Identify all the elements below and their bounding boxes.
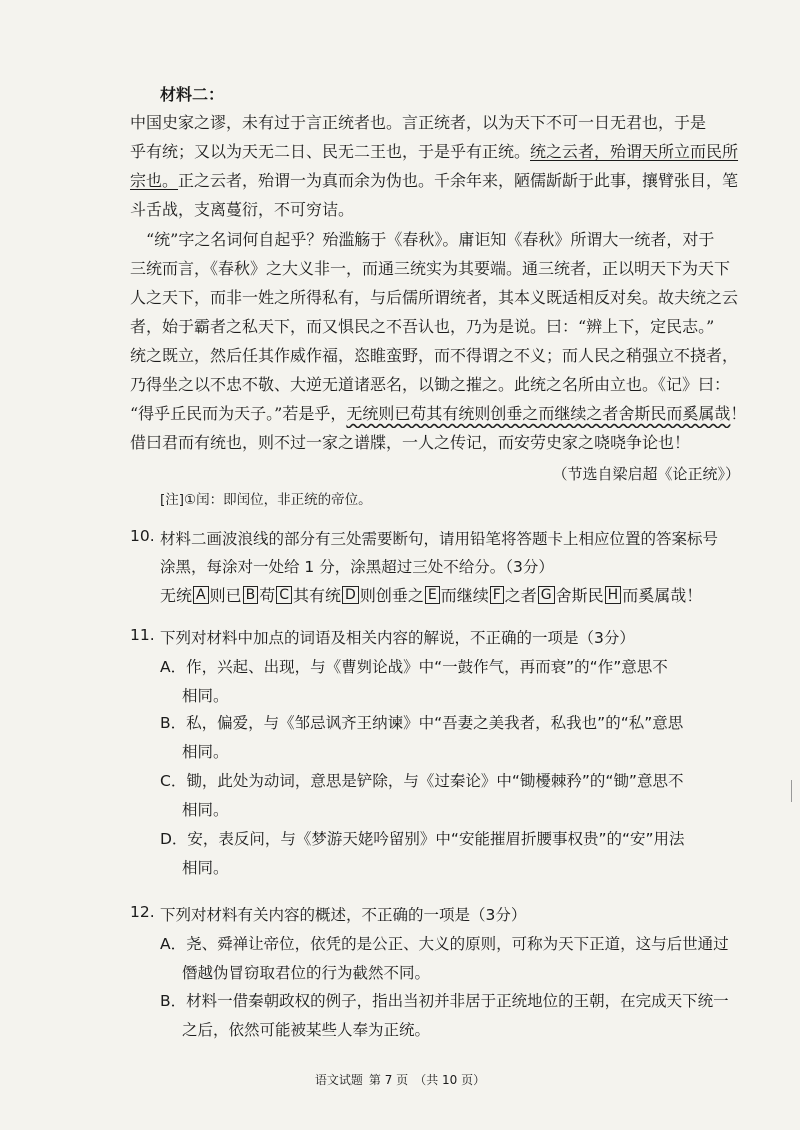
text-line xyxy=(130,108,750,137)
text-line xyxy=(130,195,750,224)
text-segment: 正之云者，殆谓一为真而余为伪也。千余年来，陋儒龂龂于此事，攘臂张目，笔 xyxy=(178,171,739,190)
segment-text: 苟 xyxy=(259,586,276,605)
text-line xyxy=(130,137,750,166)
text-line xyxy=(130,341,750,370)
text-segment: 人之天下，而非一姓之所得私有，与后儒所谓统者，其本义既适相反对矣。故夫统之云 xyxy=(130,288,739,307)
question-11-stem: 下列对材料中加点的词语及相关内容的解说，不正确的一项是（3分） xyxy=(160,629,635,647)
question-11-number: 11. xyxy=(130,626,155,644)
text-segment: 乃得坐之以不忠不敬、大逆无道诸恶名，以锄之摧之。此统之名所由立也。《记》曰： xyxy=(130,375,731,394)
text-segment: 乎有统；又以为天无二日、民无二王也，于是乎有正统。 xyxy=(130,142,531,161)
question-12-stem: 下列对材料有关内容的概述，不正确的一项是（3分） xyxy=(160,906,527,924)
material-paragraph-2 xyxy=(130,225,750,457)
text-line xyxy=(130,166,750,195)
option-a-line-2: 僭越伪冒窃取君位的行为截然不同。 xyxy=(182,964,431,982)
text-line xyxy=(130,312,750,341)
option-c-line-2: 相同。 xyxy=(182,801,229,819)
segment-text: 则创垂之 xyxy=(359,586,424,605)
footer-page: 第 7 页 xyxy=(368,1073,409,1087)
footnote: [注]①闰：即闰位，非正统的帝位。 xyxy=(160,492,372,508)
text-segment: 者，始于霸者之私天下，而又惧民之不吾认也，乃为是说。曰：“辨上下，定民志。” xyxy=(130,317,715,336)
question-10-number: 10. xyxy=(130,527,155,545)
segment-text: 则已 xyxy=(209,586,242,605)
segment-text: 之者 xyxy=(504,586,537,605)
text-line xyxy=(130,283,750,312)
break-option-box: F xyxy=(490,586,504,604)
text-segment: “得乎丘民而为天子。”若是乎， xyxy=(130,404,347,423)
material-paragraph-1 xyxy=(130,108,750,224)
scan-mark xyxy=(791,780,792,802)
option-a-line-1: A．作，兴起、出现，与《曹刿论战》中“一鼓作气，再而衰”的“作”意思不 xyxy=(160,658,668,676)
text-line xyxy=(130,428,750,457)
text-segment: “统”字之名词何自起乎？殆滥觞于《春秋》。庸讵知《春秋》所谓大一统者，对于 xyxy=(130,230,715,249)
break-option-box: E xyxy=(425,586,440,604)
page-footer xyxy=(0,1071,800,1088)
footer-subject: 语文试题 xyxy=(314,1073,363,1087)
text-segment: 借曰君而有统也，则不过一家之谱牒，一人之传记，而安劳史家之哓哓争论也！ xyxy=(130,433,691,452)
question-12-number: 12. xyxy=(130,903,155,921)
break-option-box: G xyxy=(538,586,555,604)
segment-text: 而继续 xyxy=(440,586,489,605)
text-segment: ！ xyxy=(730,404,747,423)
option-c-line-1: C．锄，此处为动词，意思是铲除，与《过秦论》中“锄櫌棘矜”的“锄”意思不 xyxy=(160,772,684,790)
underlined-text: 宗也。 xyxy=(130,171,179,190)
material-heading: 材料二： xyxy=(160,85,225,104)
text-segment: 中国史家之谬，未有过于言正统者也。言正统者，以为天下不可一日无君也，于是 xyxy=(130,113,707,132)
underlined-text: 统之云者，殆谓天所立而民所 xyxy=(530,142,739,161)
text-line xyxy=(130,225,750,254)
option-a-line-1: A．尧、舜禅让帝位，依凭的是公正、大义的原则，可称为天下正道，这与后世通过 xyxy=(160,935,729,953)
option-a-line-2: 相同。 xyxy=(182,687,229,705)
break-option-box: B xyxy=(243,586,259,604)
option-b-line-2: 相同。 xyxy=(182,743,229,761)
break-option-box: H xyxy=(605,586,622,604)
question-10-stem-line-2: 涂黑，每涂对一处给 1 分，涂黑超过三处不给分。（3分） xyxy=(160,558,554,576)
segment-text: 舍斯民 xyxy=(555,586,604,605)
text-segment: 统之既立，然后任其作威作福，恣睢蛮野，而不得谓之不义；而人民之稍强立不挠者， xyxy=(130,346,739,365)
segment-text: 而奚属哉！ xyxy=(622,586,703,605)
segment-text: 无统 xyxy=(160,586,193,605)
option-d-line-2: 相同。 xyxy=(182,859,229,877)
text-line xyxy=(130,399,750,428)
text-segment: 三统而言，《春秋》之大义非一，而通三统实为其要端。通三统者，正以明天下为天下 xyxy=(130,259,731,278)
question-10-stem-line-1: 材料二画波浪线的部分有三处需要断句，请用铅笔将答题卡上相应位置的答案标号 xyxy=(160,530,719,548)
source-citation: （节选自梁启超《论正统》） xyxy=(552,465,740,483)
footer-total: （共 10 页） xyxy=(414,1073,486,1087)
text-line xyxy=(130,254,750,283)
segment-text: 其有统 xyxy=(293,586,342,605)
break-option-box: C xyxy=(276,586,292,604)
text-line xyxy=(130,370,750,399)
option-b-line-2: 之后，依然可能被某些人奉为正统。 xyxy=(182,1021,431,1039)
break-option-box: D xyxy=(342,586,359,604)
option-b-line-1: B．私，偏爱，与《邹忌讽齐王纳谏》中“吾妻之美我者，私我也”的“私”意思 xyxy=(160,714,684,732)
text-segment: 斗舌战，支离蔓衍，不可穷诘。 xyxy=(130,200,355,219)
option-b-line-1: B．材料一借秦朝政权的例子，指出当初并非居于正统地位的王朝，在完成天下统一 xyxy=(160,992,729,1010)
break-option-box: A xyxy=(193,586,209,604)
option-d-line-1: D．安，表反问，与《梦游天姥吟留别》中“安能摧眉折腰事权贵”的“安”用法 xyxy=(160,830,685,848)
wavy-underlined-text: 无统则已苟其有统则创垂之而继续之者舍斯民而奚属哉 xyxy=(346,404,731,423)
sentence-break-options xyxy=(160,583,702,606)
